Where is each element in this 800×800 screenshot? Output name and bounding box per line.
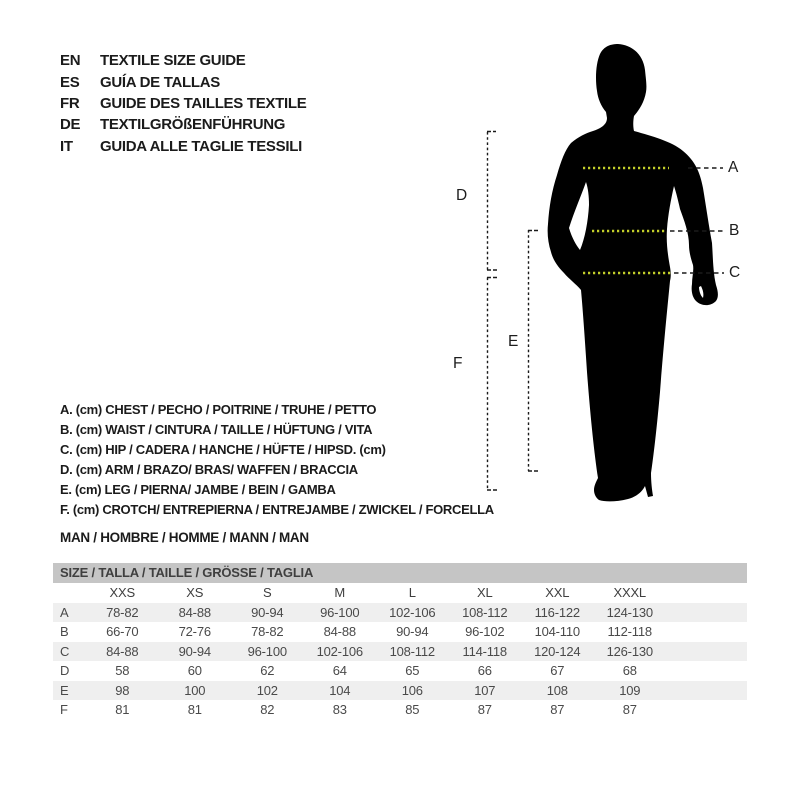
row-label: C: [60, 643, 70, 659]
filler-cell: [666, 622, 747, 642]
table-row-b: [53, 622, 747, 642]
legend-item-waist: B. (cm) WAIST / CINTURA / TAILLE / HÜFTUNG / VITA: [60, 422, 373, 437]
size-column-header: S: [263, 585, 272, 601]
legend-item-crotch: F. (cm) CROTCH/ ENTREPIERNA / ENTREJAMBE / ZWICKEL / FORCELLA: [60, 502, 494, 517]
cell: 126-130: [606, 643, 653, 659]
cell: 90-94: [396, 624, 429, 640]
cell: 84-88: [323, 624, 356, 640]
measure-label-leg: E: [508, 333, 519, 350]
measure-label-crotch: F: [453, 355, 463, 372]
filler-cell: [666, 681, 747, 701]
guide-title: GUIDE DES TAILLES TEXTILE: [100, 94, 307, 112]
size-column-header: L: [408, 585, 416, 601]
cell: 100: [184, 682, 206, 698]
cell: 58: [115, 663, 130, 679]
cell: 84-88: [178, 604, 211, 620]
cell: 87: [477, 702, 492, 718]
cell: 90-94: [251, 604, 284, 620]
cell: 87: [550, 702, 565, 718]
size-column-header: XS: [186, 585, 204, 601]
size-column-header: XXL: [545, 585, 570, 601]
cell: 124-130: [606, 604, 653, 620]
measurement-legend: [60, 402, 494, 522]
cell: 112-118: [607, 624, 652, 640]
table-row-c: [53, 642, 747, 662]
cell: 64: [332, 663, 347, 679]
language-code: IT: [60, 137, 73, 155]
cell: 104: [329, 682, 351, 698]
cell: 68: [622, 663, 637, 679]
measure-label-arm: D: [456, 187, 467, 204]
cell: 102-106: [389, 604, 436, 620]
row-label: D: [60, 663, 70, 679]
cell: 78-82: [251, 624, 284, 640]
cell: 96-102: [465, 624, 505, 640]
measure-label-hip: C: [729, 264, 740, 281]
cell: 108-112: [389, 643, 435, 659]
legend-item-chest: A. (cm) CHEST / PECHO / POITRINE / TRUHE / PETTO: [60, 402, 377, 417]
guide-title: TEXTILGRÖßENFÜHRUNG: [100, 116, 286, 134]
cell: 66-70: [106, 624, 139, 640]
size-column-header: M: [334, 585, 346, 601]
cell: 114-118: [462, 643, 507, 659]
cell: 120-124: [534, 643, 581, 659]
cell: 108-112: [462, 604, 508, 620]
gender-label: MAN / HOMBRE / HOMME / MANN / MAN: [60, 530, 309, 545]
cell: 67: [550, 663, 565, 679]
cell: 102: [256, 682, 278, 698]
guide-title: TEXTILE SIZE GUIDE: [100, 52, 246, 70]
cell: 60: [187, 663, 202, 679]
filler-cell: [666, 583, 747, 603]
filler-cell: [666, 700, 747, 720]
cell: 65: [405, 663, 420, 679]
filler-cell: [666, 661, 747, 681]
language-code: FR: [60, 94, 80, 112]
cell: 107: [474, 682, 496, 698]
cell: 90-94: [178, 643, 211, 659]
filler-cell: [666, 603, 747, 623]
language-code: DE: [60, 116, 81, 134]
table-row-d: [53, 661, 747, 681]
measure-label-waist: B: [729, 222, 740, 239]
size-column-header: XXS: [109, 585, 135, 601]
corner-cell: [53, 583, 86, 603]
legend-item-leg: E. (cm) LEG / PIERNA/ JAMBE / BEIN / GAMBA: [60, 482, 336, 497]
cell: 109: [619, 682, 641, 698]
size-column-header: XL: [476, 585, 493, 601]
cell: 104-110: [534, 624, 580, 640]
cell: 72-76: [178, 624, 211, 640]
cell: 78-82: [106, 604, 139, 620]
row-label: E: [60, 682, 69, 698]
guide-title: GUÍA DE TALLAS: [100, 73, 220, 91]
language-code: ES: [60, 73, 80, 91]
filler-cell: [666, 642, 747, 662]
cell: 66: [477, 663, 492, 679]
row-label: F: [60, 702, 68, 718]
cell: 81: [187, 702, 202, 718]
cell: 62: [260, 663, 275, 679]
cell: 106: [401, 682, 423, 698]
row-label: A: [60, 604, 69, 620]
cell: 98: [115, 682, 130, 698]
size-table-title: SIZE / TALLA / TAILLE / GRÖSSE / TAGLIA: [53, 563, 747, 583]
cell: 96-100: [320, 604, 360, 620]
cell: 82: [260, 702, 275, 718]
size-table: [53, 563, 747, 720]
legend-item-hip: C. (cm) HIP / CADERA / HANCHE / HÜFTE / HIPSD. (cm): [60, 442, 386, 457]
cell: 108: [546, 682, 568, 698]
cell: 85: [405, 702, 420, 718]
table-row-e: [53, 681, 747, 701]
cell: 102-106: [316, 643, 363, 659]
cell: 116-122: [534, 604, 580, 620]
table-row-f: [53, 700, 747, 720]
cell: 84-88: [106, 643, 139, 659]
size-table-grid: [53, 583, 747, 720]
cell: 96-100: [247, 643, 287, 659]
measure-label-chest: A: [728, 159, 739, 176]
legend-item-arm: D. (cm) ARM / BRAZO/ BRAS/ WAFFEN / BRACCIA: [60, 462, 358, 477]
cell: 83: [332, 702, 347, 718]
row-label: B: [60, 624, 69, 640]
cell: 81: [115, 702, 130, 718]
size-column-header: XXXL: [613, 585, 646, 601]
table-row-a: [53, 603, 747, 623]
size-header-row: [53, 583, 747, 603]
language-code: EN: [60, 52, 81, 70]
guide-title: GUIDA ALLE TAGLIE TESSILI: [100, 137, 302, 155]
cell: 87: [622, 702, 637, 718]
